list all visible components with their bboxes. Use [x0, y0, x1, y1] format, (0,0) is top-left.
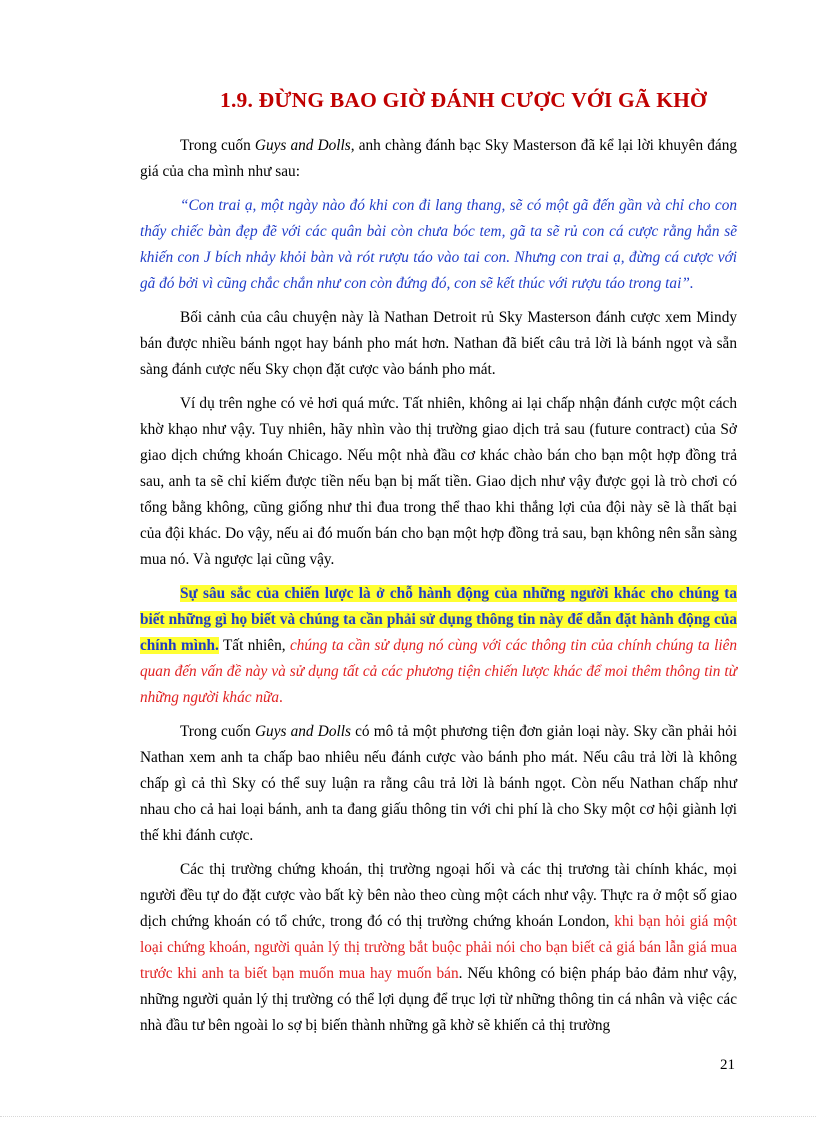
section-heading: 1.9. ĐỪNG BAO GIỜ ĐÁNH CƯỢC VỚI GÃ KHỜ — [220, 88, 707, 112]
book-title-2: Guys and Dolls — [255, 723, 351, 740]
p5-text-a: Trong cuốn — [180, 723, 255, 740]
p1-text-b: anh chàng đánh bạc Sky Masterson đã kể lại lời khuyên đáng giá của cha mình như sau: — [140, 137, 737, 180]
page-number: 21 — [720, 1057, 735, 1073]
red-text: khi bạn hỏi giá một loại chứng khoán, người quản lý thị trường bắt buộc phải nói cho bạn biết cả giá bán lẫn giá mua trước khi anh ta biết bạn muốn mua hay muốn bán — [140, 913, 737, 982]
p4-end: . — [278, 689, 283, 706]
red-italic-text: chúng ta cần sử dụng nó cùng với các thông tin của chính chúng ta liên quan đến vấn đề này và sử dụng tất cả các phương tiện chiến lược khác để moi thêm thông tin từ những người khác nữa — [140, 637, 738, 706]
p4-plain: Tất nhiên, — [218, 637, 290, 654]
quote-paragraph: “Con trai ạ, một ngày nào đó khi con đi lang thang, sẽ có một gã đến gần và chỉ cho con thấy chiếc bàn đẹp đẽ với các quân bài còn chưa bóc tem, gã ta sẽ rủ con cá cược rằng hắn sẽ khiến con J bích nhảy khỏi bàn và rót rượu táo vào tai con. Nhưng con trai ạ, đừng cá cược với gã đó bởi vì cũng chắc chắn như con còn đứng đó, con sẽ kết thúc với rượu táo trong tai”. — [140, 197, 737, 292]
page-bottom-divider — [0, 1116, 816, 1117]
p6-text-a: Các thị trường chứng khoán, thị trường ngoại hối và các thị trương tài chính khác, mọi người đều tự do đặt cược vào bất kỳ bên nào theo cùng một cách như vậy. Thực ra ở một số giao dịch chứng khoán có tổ chức, trong đó có thị trường chứng khoán London, — [140, 861, 737, 930]
paragraph-5 — [140, 719, 737, 849]
p6-text-b: . Nếu không có biện pháp bảo đảm như vậy, những người quản lý thị trường có thể lợi dụng để trục lợi từ những thông tin cá nhân và việc các nhà đầu tư bên ngoài lo sợ bị biến thành những gã khờ sẽ khiến cả thị trường — [140, 965, 738, 1034]
paragraph-3: Ví dụ trên nghe có vẻ hơi quá mức. Tất nhiên, không ai lại chấp nhận đánh cược một cách khờ khạo như vậy. Tuy nhiên, hãy nhìn vào thị trường giao dịch trả sau (future contract) của Sở giao dịch chứng khoán Chicago. Nếu một nhà đầu cơ khác chào bán cho bạn một hợp đồng trả sau, anh ta sẽ chỉ kiếm được tiền nếu bạn bị mất tiền. Giao dịch như vậy được gọi là trò chơi có tổng bằng không, cũng giống như thi đua trong thể thao khi thắng lợi của đội này sẽ là thất bại của đội khác. Do vậy, nếu ai đó muốn bán cho bạn một hợp đồng trả sau, bạn không nên sẵn sàng mua nó. Và ngược lại cũng vậy. — [140, 395, 737, 568]
p1-text-a: Trong cuốn — [180, 137, 255, 154]
document-page — [140, 88, 737, 1047]
paragraph-2: Bối cảnh của câu chuyện này là Nathan Detroit rủ Sky Masterson đánh cược xem Mindy bán được nhiều bánh ngọt hay bánh pho mát hơn. Nathan đã biết câu trả lời là bánh ngọt và sẵn sàng đánh cược nếu Sky chọn đặt cược vào bánh pho mát. — [140, 309, 737, 378]
p5-text-b: có mô tả một phương tiện đơn giản loại này. Sky cần phải hỏi Nathan xem anh ta chấp bao nhiêu nếu đánh cược vào bánh pho mát. Nếu câu trả lời là không chấp gì cả thì Sky có thể suy luận ra rằng câu trả lời là bánh ngọt. Còn nếu Nathan chấp như nhau cho cả hai loại bánh, anh ta đang giấu thông tin với chi phí là cho Sky một cơ hội giành lợi thế khi đánh cược. — [140, 723, 737, 844]
paragraph-1 — [140, 133, 737, 185]
book-title: Guys and Dolls, — [254, 137, 355, 154]
highlighted-text: Sự sâu sắc của chiến lược là ở chỗ hành động của những người khác cho chúng ta biết những gì họ biết và chúng ta cần phải sử dụng thông tin này để dẫn đặt hành động của chính mình. — [140, 585, 737, 654]
paragraph-6 — [140, 857, 737, 1039]
paragraph-4 — [140, 581, 737, 711]
